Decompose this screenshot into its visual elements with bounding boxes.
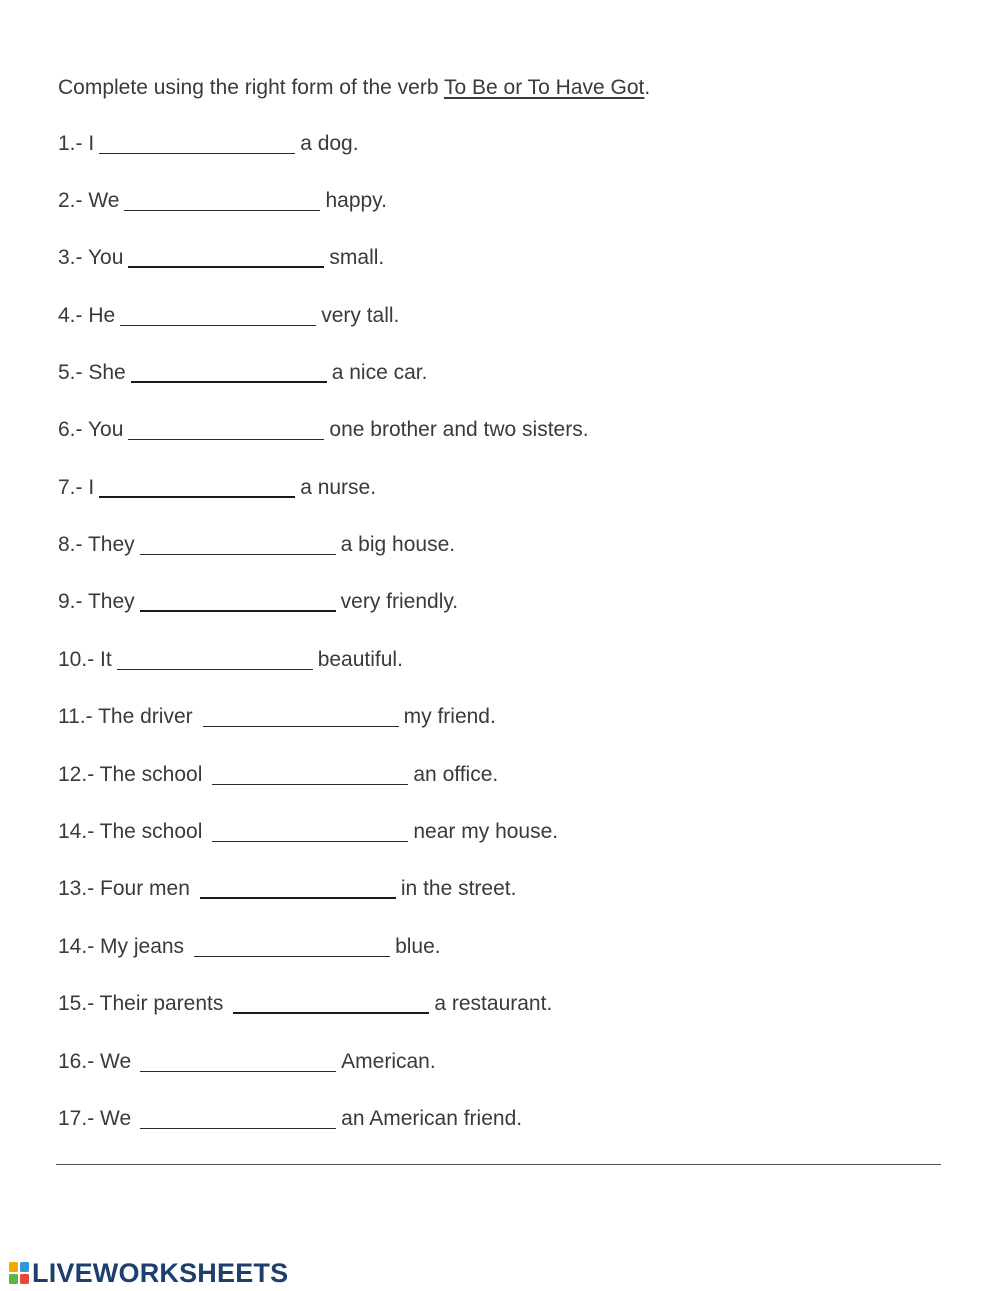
- answer-blank-14[interactable]: [200, 875, 396, 899]
- question-suffix: near my house.: [413, 820, 559, 843]
- question-prefix: 16.- We: [58, 1050, 132, 1073]
- question-15: [58, 931, 441, 961]
- question-suffix: American.: [341, 1050, 436, 1073]
- answer-blank-13[interactable]: [212, 819, 408, 842]
- question-prefix: 3.- You: [58, 246, 124, 269]
- question-10: [58, 644, 403, 674]
- answer-blank-8[interactable]: [140, 532, 336, 555]
- question-prefix: 1.- I: [58, 132, 95, 155]
- question-suffix: my friend.: [403, 705, 496, 728]
- answer-blank-2[interactable]: [124, 188, 320, 211]
- answer-blank-18[interactable]: [140, 1106, 336, 1129]
- instruction-prefix: Complete using the right form of the verb: [58, 76, 444, 99]
- question-17: [58, 1046, 436, 1076]
- question-prefix: 15.- Their parents: [58, 992, 224, 1015]
- instruction-verbs: To Be or To Have Got: [443, 76, 645, 99]
- answer-blank-12[interactable]: [212, 762, 408, 785]
- question-suffix: a big house.: [340, 533, 456, 556]
- question-prefix: 13.- Four men: [58, 877, 190, 900]
- brand-name: LIVEWORKSHEETS: [32, 1257, 289, 1288]
- liveworksheets-logo-icon: [8, 1260, 30, 1286]
- question-prefix: 7.- I: [58, 476, 95, 499]
- question-9: [58, 586, 458, 616]
- question-prefix: 2.- We: [58, 189, 120, 212]
- question-suffix: very tall.: [321, 304, 400, 327]
- question-3: [58, 242, 384, 272]
- instruction-suffix: .: [644, 76, 651, 99]
- question-prefix: 17.- We: [58, 1107, 132, 1130]
- answer-blank-1[interactable]: [99, 131, 295, 154]
- question-prefix: 12.- The school: [58, 763, 203, 786]
- question-4: [58, 300, 399, 330]
- question-suffix: beautiful.: [317, 648, 403, 671]
- question-6: [58, 414, 589, 444]
- question-16: [58, 988, 552, 1018]
- instructions: [58, 74, 650, 102]
- answer-blank-6[interactable]: [128, 417, 324, 440]
- question-8: [58, 529, 455, 559]
- question-5: [58, 357, 427, 387]
- question-14: [58, 873, 516, 903]
- question-prefix: 11.- The driver: [58, 705, 193, 728]
- footer-divider: [56, 1164, 941, 1165]
- answer-blank-7[interactable]: [99, 474, 295, 498]
- question-suffix: a dog.: [300, 132, 359, 155]
- question-prefix: 14.- My jeans: [58, 935, 185, 958]
- question-prefix: 4.- He: [58, 304, 116, 327]
- answer-blank-4[interactable]: [120, 303, 316, 326]
- answer-blank-17[interactable]: [140, 1049, 336, 1072]
- question-18: [58, 1103, 522, 1133]
- question-suffix: a restaurant.: [434, 992, 553, 1015]
- question-suffix: one brother and two sisters.: [329, 418, 589, 441]
- question-suffix: happy.: [325, 189, 387, 212]
- question-1: [58, 128, 359, 158]
- answer-blank-16[interactable]: [233, 990, 429, 1014]
- question-suffix: small.: [329, 246, 385, 269]
- question-12: [58, 759, 498, 789]
- answer-blank-5[interactable]: [131, 359, 327, 383]
- question-suffix: a nice car.: [331, 361, 428, 384]
- question-suffix: in the street.: [400, 877, 517, 900]
- answer-blank-11[interactable]: [203, 704, 399, 727]
- question-suffix: an American friend.: [341, 1107, 523, 1130]
- liveworksheets-logo: [8, 1258, 288, 1288]
- question-prefix: 9.- They: [58, 590, 135, 613]
- question-11: [58, 701, 496, 731]
- question-2: [58, 185, 387, 215]
- question-prefix: 8.- They: [58, 533, 135, 556]
- question-suffix: a nurse.: [300, 476, 377, 499]
- question-suffix: very friendly.: [340, 590, 459, 613]
- question-prefix: 14.- The school: [58, 820, 203, 843]
- question-prefix: 6.- You: [58, 418, 124, 441]
- question-suffix: blue.: [395, 935, 441, 958]
- question-prefix: 10.- It: [58, 648, 112, 671]
- question-13: [58, 816, 558, 846]
- question-suffix: an office.: [413, 763, 499, 786]
- answer-blank-9[interactable]: [140, 588, 336, 612]
- question-prefix: 5.- She: [58, 361, 126, 384]
- answer-blank-10[interactable]: [117, 647, 313, 670]
- answer-blank-15[interactable]: [194, 934, 390, 957]
- answer-blank-3[interactable]: [128, 244, 324, 268]
- question-7: [58, 472, 376, 502]
